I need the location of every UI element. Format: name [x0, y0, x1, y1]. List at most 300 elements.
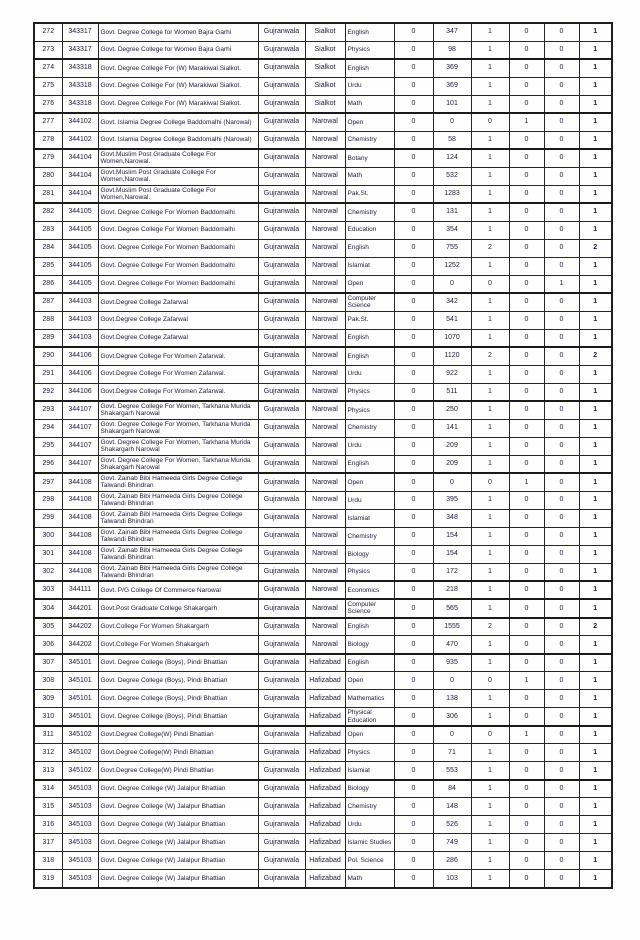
num-col-5-cell: 0 [544, 167, 579, 185]
serial-cell: 298 [34, 491, 62, 509]
code-cell: 345102 [62, 762, 98, 780]
table-row [34, 798, 612, 816]
division-cell: Gujranwala [258, 726, 305, 744]
code-cell: 343318 [62, 77, 98, 95]
code-cell: 344105 [62, 203, 98, 221]
serial-cell: 280 [34, 167, 62, 185]
subject-cell: Urdu [345, 365, 394, 383]
num-col-6-cell: 1 [579, 654, 612, 672]
num-col-1-cell: 0 [394, 41, 433, 59]
num-col-2-cell: 541 [433, 311, 471, 329]
district-cell: Narowal [305, 149, 345, 167]
num-col-2-cell: 154 [433, 527, 471, 545]
num-col-4-cell: 0 [509, 545, 544, 563]
serial-cell: 313 [34, 762, 62, 780]
num-col-6-cell: 2 [579, 239, 612, 257]
code-cell: 344202 [62, 618, 98, 636]
district-cell: Hafizabad [305, 708, 345, 726]
num-col-2-cell: 1120 [433, 347, 471, 365]
num-col-6-cell: 1 [579, 816, 612, 834]
table-row [34, 636, 612, 654]
college-name-cell: Govt. Degree College For Women Baddomalhi [98, 203, 258, 221]
division-cell: Gujranwala [258, 708, 305, 726]
college-name-cell: Govt. Degree College (W) Jalalpur Bhattian [98, 780, 258, 798]
num-col-1-cell: 0 [394, 762, 433, 780]
serial-cell: 309 [34, 690, 62, 708]
division-cell: Gujranwala [258, 401, 305, 419]
num-col-1-cell: 0 [394, 95, 433, 113]
num-col-4-cell: 0 [509, 203, 544, 221]
num-col-4-cell: 0 [509, 167, 544, 185]
district-cell: Narowal [305, 545, 345, 563]
college-name-cell: Govt. Degree College (W) Jalalpur Bhattian [98, 798, 258, 816]
serial-cell: 300 [34, 527, 62, 545]
district-cell: Narowal [305, 527, 345, 545]
num-col-3-cell: 1 [471, 527, 509, 545]
num-col-4-cell: 0 [509, 149, 544, 167]
college-name-cell: Govt. Degree College (W) Jalalpur Bhattian [98, 816, 258, 834]
num-col-3-cell: 0 [471, 275, 509, 293]
num-col-3-cell: 1 [471, 95, 509, 113]
serial-cell: 311 [34, 726, 62, 744]
division-cell: Gujranwala [258, 618, 305, 636]
num-col-6-cell: 1 [579, 581, 612, 599]
district-cell: Narowal [305, 311, 345, 329]
serial-cell: 278 [34, 131, 62, 149]
subject-cell: Mathematics [345, 690, 394, 708]
num-col-3-cell: 1 [471, 293, 509, 311]
college-table-body [34, 23, 612, 888]
district-cell: Hafizabad [305, 762, 345, 780]
college-name-cell: Govt.Degree College Zafarwal [98, 293, 258, 311]
num-col-1-cell: 0 [394, 131, 433, 149]
num-col-5-cell: 0 [544, 527, 579, 545]
table-row [34, 419, 612, 437]
division-cell: Gujranwala [258, 473, 305, 491]
code-cell: 345103 [62, 852, 98, 870]
serial-cell: 319 [34, 870, 62, 888]
subject-cell: English [345, 455, 394, 473]
division-cell: Gujranwala [258, 672, 305, 690]
code-cell: 344103 [62, 293, 98, 311]
district-cell: Sialkot [305, 77, 345, 95]
num-col-1-cell: 0 [394, 690, 433, 708]
num-col-2-cell: 935 [433, 654, 471, 672]
num-col-5-cell: 0 [544, 203, 579, 221]
division-cell: Gujranwala [258, 762, 305, 780]
num-col-4-cell: 0 [509, 401, 544, 419]
num-col-6-cell: 1 [579, 870, 612, 888]
district-cell: Hafizabad [305, 798, 345, 816]
num-col-1-cell: 0 [394, 401, 433, 419]
district-cell: Sialkot [305, 23, 345, 41]
division-cell: Gujranwala [258, 149, 305, 167]
num-col-2-cell: 1283 [433, 185, 471, 203]
serial-cell: 301 [34, 545, 62, 563]
num-col-2-cell: 154 [433, 545, 471, 563]
subject-cell: Urdu [345, 491, 394, 509]
num-col-3-cell: 1 [471, 455, 509, 473]
serial-cell: 277 [34, 113, 62, 131]
subject-cell: Biology [345, 636, 394, 654]
num-col-2-cell: 209 [433, 437, 471, 455]
num-col-6-cell: 1 [579, 708, 612, 726]
serial-cell: 292 [34, 383, 62, 401]
num-col-6-cell: 1 [579, 383, 612, 401]
serial-cell: 281 [34, 185, 62, 203]
num-col-5-cell: 0 [544, 131, 579, 149]
num-col-6-cell: 1 [579, 149, 612, 167]
table-row [34, 167, 612, 185]
num-col-3-cell: 1 [471, 437, 509, 455]
num-col-4-cell: 0 [509, 852, 544, 870]
subject-cell: Physics [345, 744, 394, 762]
num-col-6-cell: 1 [579, 690, 612, 708]
num-col-4-cell: 0 [509, 618, 544, 636]
num-col-1-cell: 0 [394, 834, 433, 852]
district-cell: Narowal [305, 419, 345, 437]
num-col-4-cell: 1 [509, 473, 544, 491]
division-cell: Gujranwala [258, 455, 305, 473]
num-col-5-cell: 0 [544, 581, 579, 599]
subject-cell: Economics [345, 581, 394, 599]
subject-cell: Physics [345, 563, 394, 581]
num-col-5-cell: 0 [544, 816, 579, 834]
division-cell: Gujranwala [258, 329, 305, 347]
table-row [34, 257, 612, 275]
num-col-2-cell: 250 [433, 401, 471, 419]
num-col-1-cell: 0 [394, 293, 433, 311]
num-col-6-cell: 1 [579, 672, 612, 690]
serial-cell: 318 [34, 852, 62, 870]
serial-cell: 312 [34, 744, 62, 762]
subject-cell: Physics [345, 401, 394, 419]
table-row [34, 203, 612, 221]
serial-cell: 294 [34, 419, 62, 437]
num-col-4-cell: 0 [509, 509, 544, 527]
division-cell: Gujranwala [258, 23, 305, 41]
num-col-6-cell: 1 [579, 437, 612, 455]
serial-cell: 306 [34, 636, 62, 654]
subject-cell: Biology [345, 545, 394, 563]
code-cell: 344108 [62, 509, 98, 527]
division-cell: Gujranwala [258, 437, 305, 455]
num-col-6-cell: 1 [579, 527, 612, 545]
code-cell: 343317 [62, 23, 98, 41]
num-col-4-cell: 0 [509, 599, 544, 618]
num-col-4-cell: 0 [509, 870, 544, 888]
code-cell: 344111 [62, 581, 98, 599]
num-col-1-cell: 0 [394, 654, 433, 672]
serial-cell: 287 [34, 293, 62, 311]
num-col-1-cell: 0 [394, 455, 433, 473]
serial-cell: 297 [34, 473, 62, 491]
division-cell: Gujranwala [258, 545, 305, 563]
division-cell: Gujranwala [258, 77, 305, 95]
num-col-4-cell: 0 [509, 275, 544, 293]
num-col-2-cell: 84 [433, 780, 471, 798]
table-row [34, 581, 612, 599]
num-col-5-cell: 0 [544, 618, 579, 636]
district-cell: Hafizabad [305, 654, 345, 672]
serial-cell: 272 [34, 23, 62, 41]
num-col-5-cell: 0 [544, 95, 579, 113]
num-col-6-cell: 1 [579, 131, 612, 149]
code-cell: 344102 [62, 113, 98, 131]
num-col-4-cell: 0 [509, 221, 544, 239]
num-col-4-cell: 0 [509, 581, 544, 599]
num-col-1-cell: 0 [394, 491, 433, 509]
subject-cell: Math [345, 95, 394, 113]
table-row [34, 185, 612, 203]
subject-cell: Computer Science [345, 293, 394, 311]
code-cell: 344102 [62, 131, 98, 149]
college-name-cell: Govt.Degree College For Women Zafarwal. [98, 365, 258, 383]
college-name-cell: Govt. Zainab Bibi Hameeda Girls Degree College Talwandi Bhindran [98, 509, 258, 527]
division-cell: Gujranwala [258, 185, 305, 203]
district-cell: Hafizabad [305, 672, 345, 690]
num-col-2-cell: 103 [433, 870, 471, 888]
num-col-3-cell: 1 [471, 257, 509, 275]
table-row [34, 131, 612, 149]
num-col-3-cell: 1 [471, 149, 509, 167]
college-name-cell: Govt. Degree College (W) Jalalpur Bhattian [98, 852, 258, 870]
college-name-cell: Govt.Degree College For Women Zafarwal. [98, 347, 258, 365]
num-col-4-cell: 0 [509, 690, 544, 708]
num-col-4-cell: 0 [509, 77, 544, 95]
num-col-4-cell: 0 [509, 654, 544, 672]
num-col-3-cell: 1 [471, 690, 509, 708]
serial-cell: 307 [34, 654, 62, 672]
division-cell: Gujranwala [258, 563, 305, 581]
num-col-3-cell: 1 [471, 203, 509, 221]
subject-cell: Math [345, 870, 394, 888]
district-cell: Narowal [305, 455, 345, 473]
college-name-cell: Govt. Degree College For (W) Marakiwal Sialkot. [98, 77, 258, 95]
num-col-1-cell: 0 [394, 77, 433, 95]
subject-cell: Islamiat [345, 509, 394, 527]
division-cell: Gujranwala [258, 59, 305, 77]
num-col-5-cell: 0 [544, 383, 579, 401]
num-col-4-cell: 0 [509, 131, 544, 149]
num-col-5-cell: 0 [544, 185, 579, 203]
code-cell: 345103 [62, 798, 98, 816]
serial-cell: 291 [34, 365, 62, 383]
table-row [34, 744, 612, 762]
district-cell: Hafizabad [305, 744, 345, 762]
num-col-1-cell: 0 [394, 185, 433, 203]
code-cell: 344108 [62, 473, 98, 491]
num-col-1-cell: 0 [394, 581, 433, 599]
table-row [34, 527, 612, 545]
subject-cell: Islamic Studies [345, 834, 394, 852]
num-col-4-cell: 0 [509, 780, 544, 798]
table-row [34, 77, 612, 95]
code-cell: 345103 [62, 780, 98, 798]
num-col-3-cell: 1 [471, 77, 509, 95]
table-row [34, 311, 612, 329]
division-cell: Gujranwala [258, 131, 305, 149]
num-col-1-cell: 0 [394, 726, 433, 744]
code-cell: 344108 [62, 563, 98, 581]
division-cell: Gujranwala [258, 690, 305, 708]
code-cell: 344105 [62, 221, 98, 239]
code-cell: 345103 [62, 834, 98, 852]
num-col-3-cell: 1 [471, 762, 509, 780]
num-col-1-cell: 0 [394, 852, 433, 870]
num-col-6-cell: 1 [579, 744, 612, 762]
college-name-cell: Govt.Degree College For Women Zafarwal. [98, 383, 258, 401]
num-col-6-cell: 1 [579, 636, 612, 654]
subject-cell: Urdu [345, 816, 394, 834]
code-cell: 343318 [62, 59, 98, 77]
num-col-2-cell: 101 [433, 95, 471, 113]
college-name-cell: Govt. Degree College For Women Baddomalhi [98, 257, 258, 275]
num-col-5-cell: 0 [544, 113, 579, 131]
code-cell: 345101 [62, 708, 98, 726]
college-name-cell: Govt. Degree College (Boys), Pindi Bhattian [98, 708, 258, 726]
division-cell: Gujranwala [258, 798, 305, 816]
district-cell: Narowal [305, 383, 345, 401]
num-col-6-cell: 1 [579, 203, 612, 221]
num-col-4-cell: 0 [509, 744, 544, 762]
num-col-3-cell: 1 [471, 852, 509, 870]
table-row [34, 95, 612, 113]
num-col-1-cell: 0 [394, 347, 433, 365]
num-col-2-cell: 0 [433, 672, 471, 690]
num-col-3-cell: 1 [471, 185, 509, 203]
code-cell: 344103 [62, 329, 98, 347]
subject-cell: Pol. Science [345, 852, 394, 870]
num-col-1-cell: 0 [394, 329, 433, 347]
subject-cell: Urdu [345, 77, 394, 95]
num-col-5-cell: 0 [544, 762, 579, 780]
district-cell: Hafizabad [305, 852, 345, 870]
division-cell: Gujranwala [258, 383, 305, 401]
table-row [34, 275, 612, 293]
num-col-4-cell: 0 [509, 347, 544, 365]
college-name-cell: Govt. Degree College (Boys), Pindi Bhattian [98, 654, 258, 672]
serial-cell: 316 [34, 816, 62, 834]
num-col-6-cell: 1 [579, 185, 612, 203]
division-cell: Gujranwala [258, 221, 305, 239]
num-col-3-cell: 1 [471, 131, 509, 149]
num-col-5-cell: 0 [544, 744, 579, 762]
serial-cell: 314 [34, 780, 62, 798]
num-col-3-cell: 1 [471, 870, 509, 888]
college-name-cell: Govt. Degree College For Women, Tarkhana Murida Shakargarh Narowal [98, 401, 258, 419]
num-col-4-cell: 1 [509, 113, 544, 131]
college-admissions-table [33, 22, 613, 889]
num-col-1-cell: 0 [394, 780, 433, 798]
num-col-4-cell: 0 [509, 834, 544, 852]
num-col-4-cell: 0 [509, 23, 544, 41]
district-cell: Sialkot [305, 95, 345, 113]
code-cell: 345103 [62, 870, 98, 888]
num-col-1-cell: 0 [394, 618, 433, 636]
serial-cell: 274 [34, 59, 62, 77]
subject-cell: Chemistry [345, 527, 394, 545]
num-col-6-cell: 1 [579, 473, 612, 491]
num-col-6-cell: 1 [579, 563, 612, 581]
num-col-2-cell: 218 [433, 581, 471, 599]
code-cell: 344108 [62, 527, 98, 545]
num-col-5-cell: 0 [544, 636, 579, 654]
num-col-1-cell: 0 [394, 473, 433, 491]
college-name-cell: Govt. Degree College For Women, Tarkhana Murida Shakargarh Narowal [98, 419, 258, 437]
division-cell: Gujranwala [258, 744, 305, 762]
num-col-6-cell: 1 [579, 293, 612, 311]
num-col-1-cell: 0 [394, 257, 433, 275]
num-col-2-cell: 755 [433, 239, 471, 257]
district-cell: Narowal [305, 618, 345, 636]
num-col-3-cell: 1 [471, 383, 509, 401]
division-cell: Gujranwala [258, 491, 305, 509]
serial-cell: 279 [34, 149, 62, 167]
num-col-1-cell: 0 [394, 798, 433, 816]
subject-cell: Islamiat [345, 762, 394, 780]
college-name-cell: Govt.Degree College Zafarwal [98, 311, 258, 329]
num-col-5-cell: 0 [544, 257, 579, 275]
num-col-6-cell: 1 [579, 275, 612, 293]
num-col-5-cell: 0 [544, 672, 579, 690]
subject-cell: Pak.St. [345, 185, 394, 203]
num-col-1-cell: 0 [394, 23, 433, 41]
num-col-4-cell: 0 [509, 95, 544, 113]
num-col-2-cell: 553 [433, 762, 471, 780]
num-col-1-cell: 0 [394, 365, 433, 383]
table-row [34, 726, 612, 744]
num-col-2-cell: 532 [433, 167, 471, 185]
num-col-1-cell: 0 [394, 870, 433, 888]
num-col-5-cell: 0 [544, 834, 579, 852]
num-col-1-cell: 0 [394, 816, 433, 834]
table-row [34, 113, 612, 131]
table-row [34, 329, 612, 347]
serial-cell: 305 [34, 618, 62, 636]
table-row [34, 509, 612, 527]
num-col-1-cell: 0 [394, 744, 433, 762]
num-col-3-cell: 1 [471, 563, 509, 581]
subject-cell: Physics [345, 383, 394, 401]
table-row [34, 221, 612, 239]
num-col-5-cell: 0 [544, 329, 579, 347]
serial-cell: 273 [34, 41, 62, 59]
district-cell: Sialkot [305, 59, 345, 77]
num-col-5-cell: 0 [544, 473, 579, 491]
serial-cell: 299 [34, 509, 62, 527]
district-cell: Narowal [305, 365, 345, 383]
num-col-6-cell: 1 [579, 95, 612, 113]
num-col-6-cell: 1 [579, 798, 612, 816]
num-col-6-cell: 1 [579, 59, 612, 77]
subject-cell: Chemistry [345, 203, 394, 221]
num-col-2-cell: 526 [433, 816, 471, 834]
table-row [34, 834, 612, 852]
num-col-4-cell: 1 [509, 726, 544, 744]
num-col-5-cell: 0 [544, 41, 579, 59]
table-row [34, 654, 612, 672]
code-cell: 344104 [62, 185, 98, 203]
district-cell: Hafizabad [305, 834, 345, 852]
table-row [34, 23, 612, 41]
table-row [34, 473, 612, 491]
subject-cell: Physics [345, 41, 394, 59]
num-col-1-cell: 0 [394, 509, 433, 527]
num-col-3-cell: 1 [471, 780, 509, 798]
num-col-3-cell: 1 [471, 329, 509, 347]
district-cell: Narowal [305, 239, 345, 257]
